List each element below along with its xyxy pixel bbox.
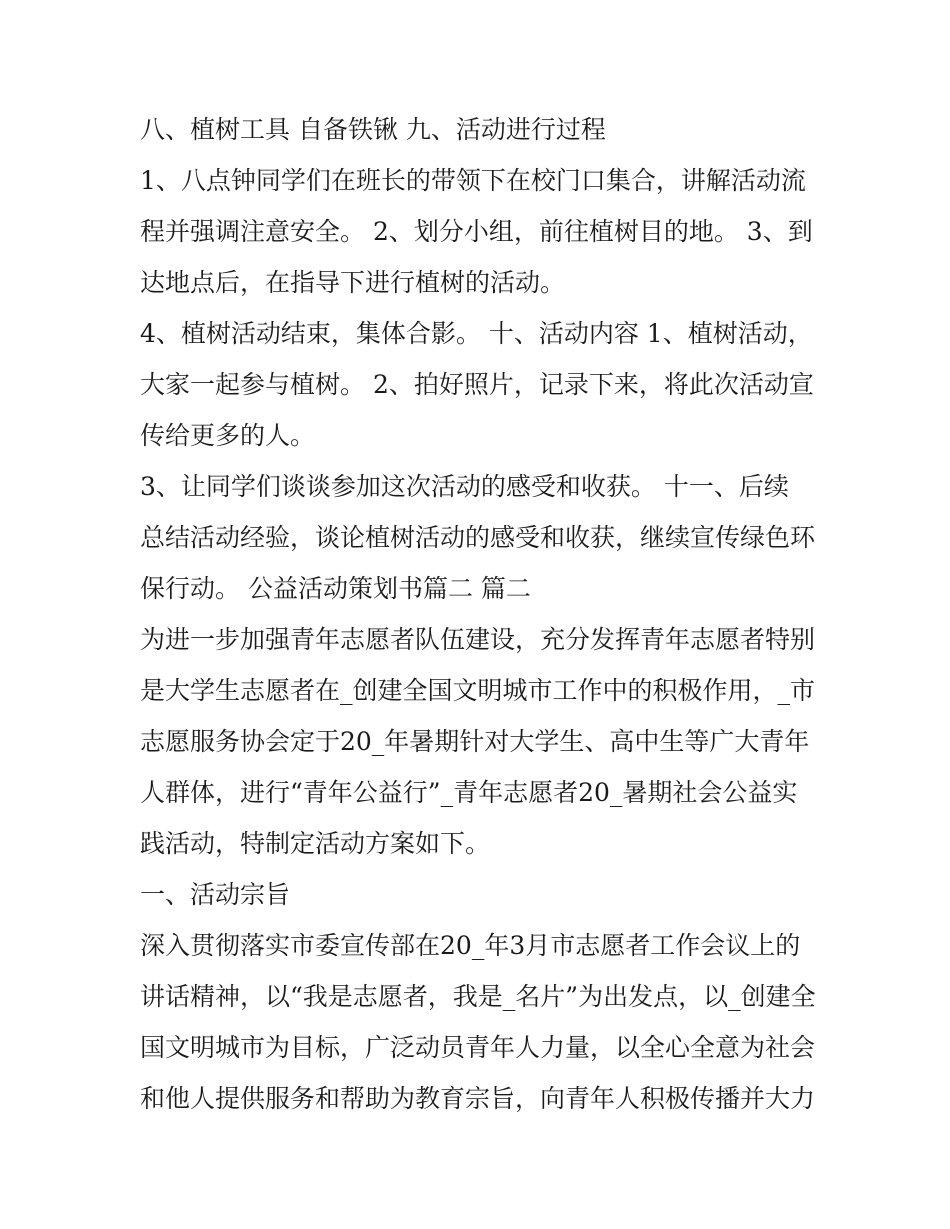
section-heading-purpose: 一、活动宗旨 — [140, 880, 291, 909]
paragraph-process-steps-1-3: 1、八点钟同学们在班长的带领下在校门口集合，讲解活动流程并强调注意安全。 2、划分小组，前往植树目的地。 3、到达地点后，在指导下进行植树的活动。 — [140, 166, 813, 297]
paragraph-purpose-body: 深入贯彻落实市委宣传部在20_年3月市志愿者工作会议上的讲话精神，以“我是志愿者，我是_名片”为出发点，以_创建全国文明城市为目标，广泛动员青年人力量，以全心全意为社会和他人提供服务和帮助为教育宗旨，向青年人积极传播并大力 — [140, 931, 816, 1113]
paragraph-followup-and-part-two: 3、让同学们谈谈参加这次活动的感受和收获。 十一、后续 总结活动经验，谈论植树活动的感受和收获，继续宣传绿色环保行动。 公益活动策划书篇二 篇二 — [140, 472, 816, 603]
paragraph-tree-tools-and-process: 八、植树工具 自备铁锹 九、活动进行过程 — [140, 115, 606, 144]
paragraph-step-4-and-content: 4、植树活动结束，集体合影。 十、活动内容 1、植树活动，大家一起参与植树。 2、拍好照片，记录下来，将此次活动宣传给更多的人。 — [140, 319, 814, 450]
document-body — [140, 104, 820, 1124]
paragraph-introduction: 为进一步加强青年志愿者队伍建设，充分发挥青年志愿者特别是大学生志愿者在_创建全国文明城市工作中的积极作用，_市志愿服务协会定于20_年暑期针对大学生、高中生等广大青年人群体，进行“青年公益行”_青年志愿者20_暑期社会公益实践活动，特制定活动方案如下。 — [140, 625, 816, 858]
